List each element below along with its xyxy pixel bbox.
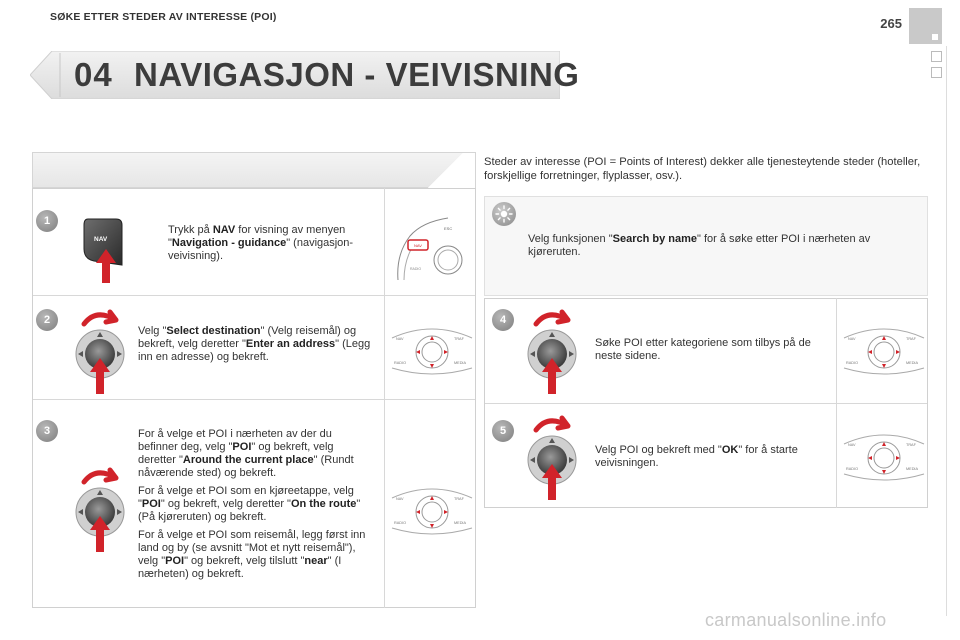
svg-text:TRAF: TRAF — [454, 497, 464, 501]
step-5-badge: 5 — [492, 420, 514, 442]
svg-text:RADIO: RADIO — [394, 521, 407, 525]
intro-text: Steder av interesse (POI = Points of Interest) dekker alle tjenesteytende steder (hoteller, forskjellige forretninger, flyplasser, osv.). — [484, 156, 921, 182]
tip-text: Velg funksjonen "Search by name" for å søke etter POI i nærheten av kjøreruten. — [528, 233, 871, 258]
control-panel-illustration-3 — [390, 478, 474, 542]
svg-text:TRAF: TRAF — [454, 337, 464, 341]
svg-text:ESC: ESC — [444, 226, 453, 231]
control-panel-illustration-2 — [390, 318, 474, 382]
rotary-knob-illustration-2 — [70, 308, 136, 396]
step-1-badge: 1 — [36, 210, 58, 232]
chapter-title: NAVIGASJON - VEIVISNING — [134, 56, 580, 93]
svg-text:NAV: NAV — [414, 243, 422, 248]
left-panel-divider — [384, 188, 385, 608]
side-box-bottom — [931, 67, 942, 78]
rotary-knob-illustration-3 — [70, 466, 136, 554]
svg-text:TRAF: TRAF — [906, 337, 916, 341]
step-5-text: Velg POI og bekreft med "OK" for å starte veivisningen. — [595, 444, 798, 469]
svg-text:RADIO: RADIO — [394, 361, 407, 365]
corner-tab — [909, 8, 942, 44]
svg-text:TRAF: TRAF — [906, 443, 916, 447]
chapter-number: 04 — [74, 56, 113, 93]
page-number: 265 — [880, 16, 902, 31]
svg-text:RADIO: RADIO — [846, 467, 859, 471]
step-3-text: For å velge et POI i nærheten av der du befinner deg, velg "POI" og bekreft, velg deretter "Around the current place" (Rundt nåværende sted) og bekreft. For å velge et POI som en kjøreetappe, velg "POI" og bekreft, velg deretter "On the route" (På kjøreruten) og bekreft. For å velge et POI som reisemål, legg først inn land og by (se avsnitt "Mot et nytt reisemål"), velg "POI" og bekreft, velg tilslutt "near" (I nærheten) og bekreft. — [138, 428, 366, 580]
rotary-knob-illustration-5 — [522, 414, 588, 502]
step-4-text: Søke POI etter kategoriene som tilbys på de neste sidene. — [595, 337, 811, 362]
nav-button-label: NAV — [94, 236, 108, 243]
control-panel-illustration-4 — [842, 318, 926, 382]
step-4-badge: 4 — [492, 309, 514, 331]
svg-text:RADIO: RADIO — [846, 361, 859, 365]
svg-text:NAV: NAV — [396, 337, 404, 341]
svg-text:NAV: NAV — [396, 497, 404, 501]
tip-icon-badge — [492, 202, 516, 226]
svg-text:MEDIA: MEDIA — [906, 467, 919, 471]
svg-text:NAV: NAV — [848, 337, 856, 341]
step-1-text: Trykk på NAV for visning av menyen "Navigation - guidance" (navigasjon-veivisning). — [168, 224, 354, 262]
control-panel-illustration-5 — [842, 424, 926, 488]
side-box-top — [931, 51, 942, 62]
svg-text:RADIO: RADIO — [410, 267, 422, 271]
svg-text:NAV: NAV — [848, 443, 856, 447]
right-panel-divider — [836, 298, 837, 508]
section-header — [32, 152, 476, 188]
svg-text:MEDIA: MEDIA — [454, 361, 467, 365]
side-line — [946, 46, 947, 616]
nav-button-press-illustration — [80, 215, 130, 285]
nav-esc-panel-illustration — [392, 214, 468, 286]
step-2-badge: 2 — [36, 309, 58, 331]
svg-text:MEDIA: MEDIA — [454, 521, 467, 525]
sun-icon — [492, 202, 516, 226]
section-title: SØKE ETTER STEDER AV INTERESSE (POI) — [50, 11, 277, 23]
step-3-badge: 3 — [36, 420, 58, 442]
svg-text:MEDIA: MEDIA — [906, 361, 919, 365]
rotary-knob-illustration-4 — [522, 308, 588, 396]
step-2-text: Velg "Select destination" (Velg reisemål) og bekreft, velg deretter "Enter an address" (Legg inn en adresse) og bekreft. — [138, 325, 371, 363]
watermark: carmanualsonline.info — [705, 610, 887, 630]
